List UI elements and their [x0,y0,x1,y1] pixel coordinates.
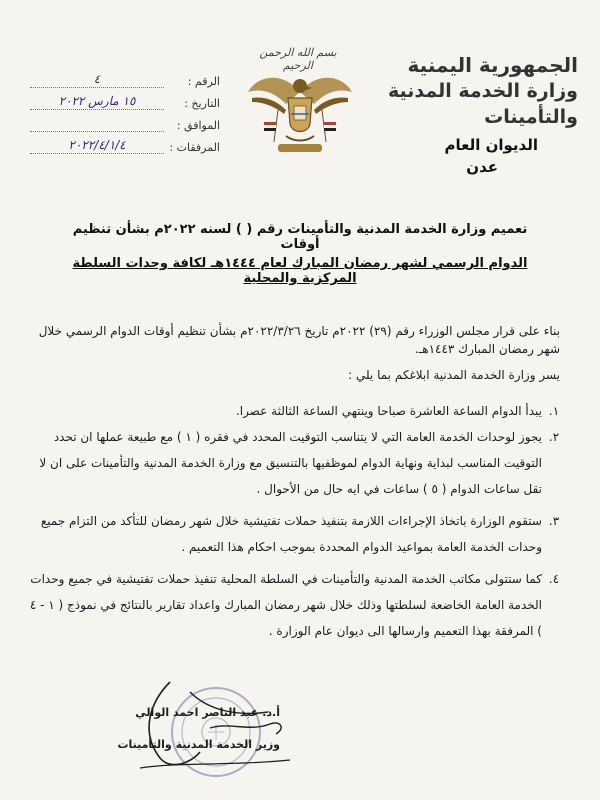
city-name: عدن [466,158,498,176]
attachments-row [30,134,220,154]
date-row [30,90,220,110]
list-item-text: ستقوم الوزارة باتخاذ الإجراءات اللازمة بتنفيذ حملات تفتيشية خلال شهر رمضان للتأكد من التزام جميع وحدات الخدمة العامة بمواعيد الدوام المحددة بموجب احكام هذا التعميم . [40,514,542,554]
list-item [26,398,566,424]
office-name: الديوان العام [444,136,538,154]
yemen-emblem-icon [244,62,356,160]
list-item-text: يجوز لوحدات الخدمة العامة التي لا يتناسب التوقيت المحدد في فقره ( ١ ) مع طبيعة عملها ان تحدد التوقيت المناسب لبداية ونهاية الدوام لموظفيها بالتنسيق مع وزارة الخدمة المدنية والتأمينات على ان لا تقل ساعات الدوام ( ٥ ) ساعات في ايه حال من الأحوال . [39,430,542,496]
signatory-title: وزير الخدمة المدنية والتأمينات [117,738,280,751]
document-metadata [30,68,220,156]
date-value: ١٥ مارس ٢٠٢٢ [30,93,164,110]
basmala: بسم الله الرحمن الرحيم [259,46,337,72]
ministry-name: وزارة الخدمة المدنية والتأمينات [387,80,578,128]
signature-block [80,704,280,754]
list-item [26,566,566,644]
number-label: الرقم : [187,75,220,88]
circular-title-line1: تعميم وزارة الخدمة المدنية والتأمينات رقم ( ) لسنه ٢٠٢٢م بشأن تنظيم أوقات [72,222,528,252]
list-item-number: ٤. [548,572,560,586]
list-item-text: كما ستتولى مكاتب الخدمة المدنية والتأمينات في السلطة المحلية تنفيذ حملات تفتيشية في جميع وحدات الخدمة العامة الخاضعة لسلطتها وذلك خلال شهر رمضان المبارك واعداد تقارير بالنتائج في نموذج ( ١ - ٤ ) المرفقة بهذا التعميم وارسالها الى ديوان عام الوزارة . [29,572,542,638]
intro-paragraph: بناء على قرار مجلس الوزراء رقم (٢٩) ٢٠٢٢م تاريخ ٢٠٢٢/٣/٢٦م بشأن تنظيم أوقات الدوام الرسمي خلال شهر رمضان المبارك ١٤٤٣هـ. [38,324,560,356]
corresponding-label: الموافق : [176,119,220,132]
number-row [30,68,220,88]
list-item-text: يبدأ الدوام الساعة العاشرة صباحا وينتهي الساعة الثالثة عصرا. [235,404,542,418]
date-label: التاريخ : [184,97,220,110]
attachments-value: ٢٠٢٢/٤/١/٤ [30,137,164,154]
attachments-label: المرفقات : [169,141,220,154]
country-name: الجمهورية اليمنية [407,53,578,77]
numbered-list [26,398,566,650]
list-item-number: ٣. [548,514,560,528]
list-item [26,508,566,560]
signatory-name: أ.د. عبد الناصر احمد الوالي [135,706,280,719]
circular-title-line2: الدوام الرسمي لشهر رمضان المبارك لعام ١٤٤٤هـ لكافة وحدات السلطة المركزية والمحلية [72,256,528,286]
institution-header [378,52,578,178]
list-item-number: ١. [548,404,560,418]
list-item [26,424,566,502]
corresponding-row [30,112,220,132]
list-item-number: ٢. [548,430,560,444]
lead-sentence: يسر وزارة الخدمة المدنية ابلاغكم بما يلي : [348,368,560,382]
corresponding-value [30,115,164,132]
number-value: ٤ [30,71,164,88]
